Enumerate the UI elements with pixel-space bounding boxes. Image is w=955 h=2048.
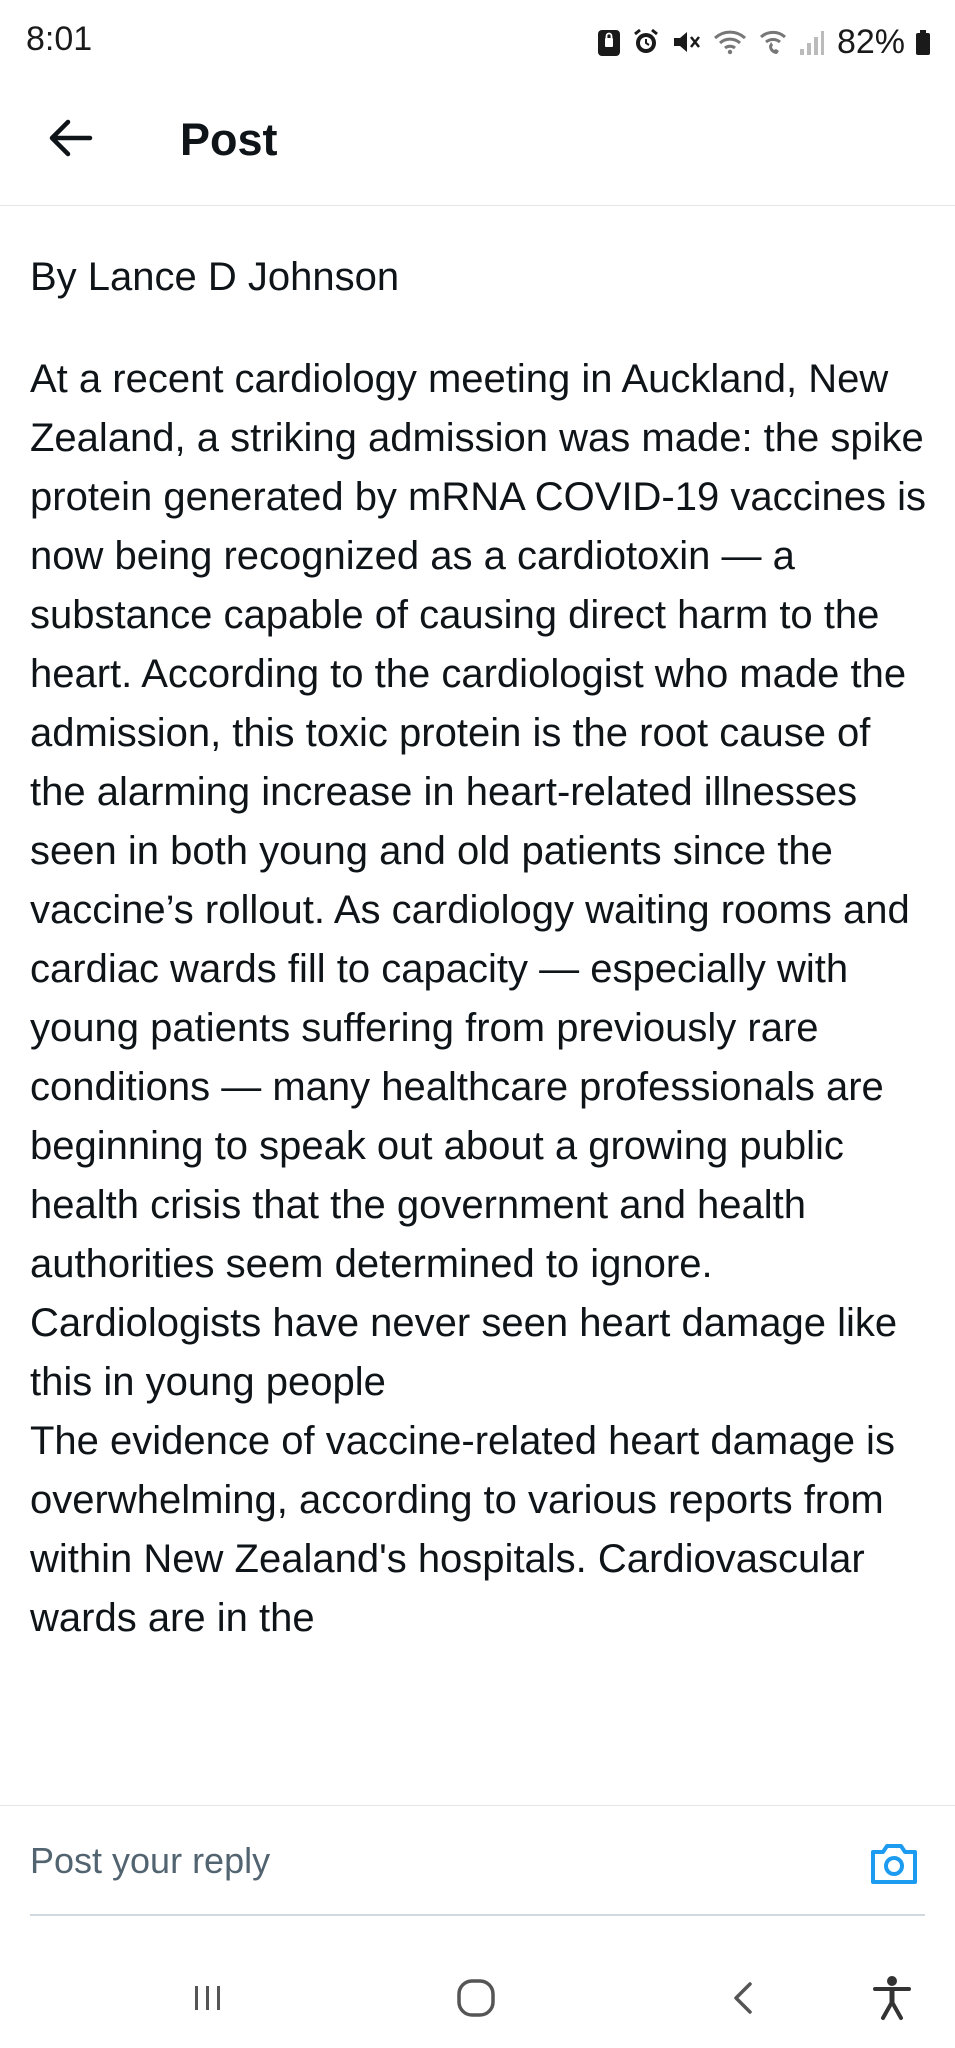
system-nav-bar bbox=[0, 1930, 955, 2048]
back-button[interactable] bbox=[42, 112, 98, 168]
wifi-icon bbox=[713, 27, 747, 57]
battery-percent: 82% bbox=[836, 22, 905, 61]
page-title: Post bbox=[180, 114, 278, 165]
alarm-icon bbox=[631, 27, 661, 57]
reply-bar bbox=[0, 1805, 955, 1916]
wifi-calling-icon bbox=[757, 27, 789, 57]
camera-icon bbox=[867, 1877, 921, 1894]
nav-back-button[interactable] bbox=[714, 1970, 774, 2030]
accessibility-button[interactable] bbox=[862, 1970, 922, 2030]
accessibility-icon bbox=[870, 1974, 914, 2027]
post-author-line: By Lance D Johnson bbox=[30, 255, 400, 299]
status-icons bbox=[597, 22, 931, 62]
home-button[interactable] bbox=[446, 1970, 506, 2030]
signal-icon bbox=[799, 27, 825, 57]
home-icon bbox=[454, 1976, 498, 2025]
camera-button[interactable] bbox=[867, 1836, 921, 1890]
recents-icon bbox=[188, 1978, 228, 2023]
post-body bbox=[30, 205, 930, 1805]
reply-divider bbox=[30, 1914, 925, 1916]
back-arrow-icon bbox=[46, 118, 94, 163]
post-header bbox=[0, 90, 955, 206]
post-text: At a recent cardiology meeting in Auckland, New Zealand, a striking admission was made: the spike protein generated by mRNA COVID-19 vaccines is now being recognized as a cardiotoxin — a substance capable of causing direct harm to the heart. According to the cardiologist who made the admission, this toxic protein is the root cause of the alarming increase in heart-related illnesses seen in both young and old patients since the vaccine’s rollout. As cardiology waiting rooms and cardiac wards fill to capacity — especially with young patients suffering from previously rare conditions — many healthcare professionals are beginning to speak out about a growing public health crisis that the government and health authorities seem determined to ignore. Cardiologists have never seen heart damage like this in young people The evidence of vaccine-related heart damage is overwhelming, according to various reports from within New Zealand's hospitals. Cardiovascular wards are in the bbox=[30, 357, 926, 1640]
status-bar bbox=[0, 0, 955, 90]
battery-icon bbox=[915, 27, 931, 57]
nav-back-icon bbox=[724, 1978, 764, 2023]
recents-button[interactable] bbox=[178, 1970, 238, 2030]
reply-input[interactable]: Post your reply bbox=[30, 1840, 271, 1881]
lock-icon bbox=[597, 27, 621, 57]
status-time: 8:01 bbox=[26, 20, 93, 58]
mute-icon bbox=[671, 27, 703, 57]
